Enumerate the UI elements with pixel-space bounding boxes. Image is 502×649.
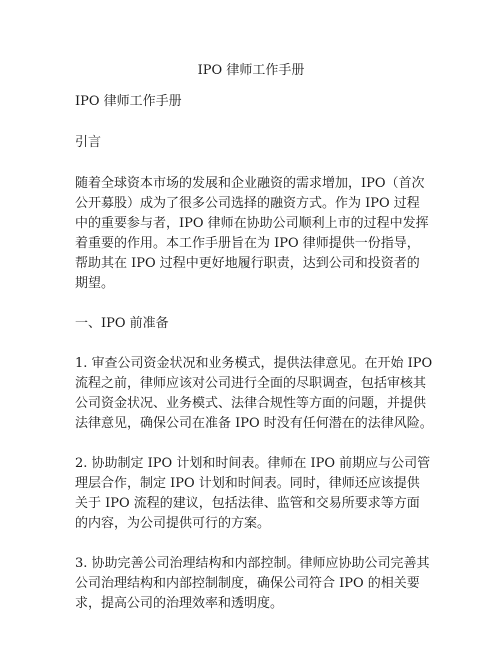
item-line: 1. 审查公司资金状况和业务模式，提供法律意见。在开始 IPO bbox=[75, 356, 433, 371]
item-line: 公司治理结构和内部控制制度，确保公司符合 IPO 的相关要 bbox=[75, 576, 420, 591]
item-line: 2. 协助制定 IPO 计划和时间表。律师在 IPO 前期应与公司管 bbox=[75, 456, 431, 471]
item-line: 流程之前，律师应该对公司进行全面的尽职调查，包括审核其 bbox=[75, 376, 427, 391]
document-subtitle: IPO 律师工作手册 bbox=[75, 94, 182, 109]
item-line: 3. 协助完善公司治理结构和内部控制。律师应协助公司完善其 bbox=[75, 556, 430, 571]
intro-line: 公开募股）成为了很多公司选择的融资方式。作为 IPO 过程 bbox=[75, 196, 420, 211]
item-line: 法律意见，确保公司在准备 IPO 时没有任何潜在的法律风险。 bbox=[75, 416, 433, 431]
item-line: 求，提高公司的治理效率和透明度。 bbox=[75, 596, 284, 611]
intro-line: 随着全球资本市场的发展和企业融资的需求增加，IPO（首次 bbox=[75, 176, 425, 191]
intro-line: 期望。 bbox=[75, 276, 115, 291]
document-title: IPO 律师工作手册 bbox=[197, 63, 305, 78]
item-line: 公司资金状况、业务模式、法律合规性等方面的问题，并提供 bbox=[75, 396, 427, 411]
intro-line: 中的重要参与者，IPO 律师在协助公司顺利上市的过程中发挥 bbox=[75, 216, 429, 231]
item-line: 的内容，为公司提供可行的方案。 bbox=[75, 516, 271, 531]
list-item-2 bbox=[75, 454, 440, 534]
intro-paragraph bbox=[75, 174, 440, 294]
list-item-3 bbox=[75, 554, 440, 614]
item-line: 理层合作，制定 IPO 计划和时间表。同时，律师还应该提供 bbox=[75, 476, 420, 491]
section-heading: 一、IPO 前准备 bbox=[75, 316, 169, 331]
item-line: 关于 IPO 流程的建议，包括法律、监管和交易所要求等方面 bbox=[75, 496, 420, 511]
intro-line: 帮助其在 IPO 过程中更好地履行职责，达到公司和投资者的 bbox=[75, 256, 420, 271]
list-item-1 bbox=[75, 354, 440, 434]
document-body bbox=[75, 92, 440, 634]
intro-line: 着重要的作用。本工作手册旨在为 IPO 律师提供一份指导， bbox=[75, 236, 420, 251]
intro-heading: 引言 bbox=[75, 135, 102, 150]
